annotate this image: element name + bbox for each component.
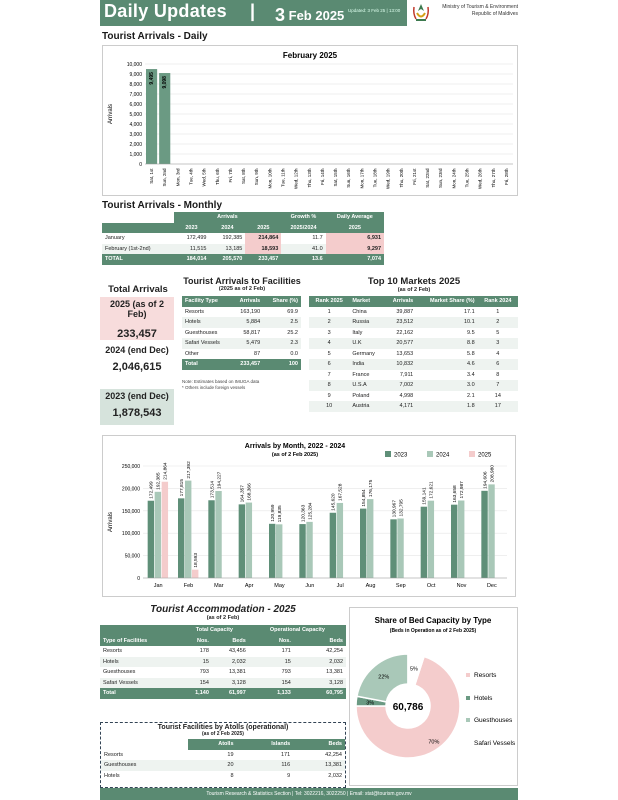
y-tick-label: 250,000: [121, 464, 140, 470]
bar-value-label: 172,987: [460, 481, 465, 499]
total-2024-value: 2,046,615: [112, 361, 162, 373]
y-axis-label: Arrivals: [108, 103, 114, 125]
bar: [337, 503, 343, 578]
header-date: 3 Feb 2025: [275, 5, 345, 25]
x-tick-label: Wed, 5th: [201, 168, 207, 187]
chart-title: Arrivals by Month, 2022 - 2024: [244, 443, 346, 450]
bar-value-label: 119,835: [278, 505, 283, 523]
x-tick-label: Oct: [426, 583, 436, 589]
title-separator: |: [250, 1, 256, 21]
total-2023-value: 1,878,543: [112, 407, 162, 419]
bar: [162, 482, 168, 578]
y-axis-label: Arrivals: [108, 511, 114, 533]
table-row: Guesthouses 58,817 25.2: [185, 329, 298, 336]
bar-value-label: 145,620: [331, 493, 337, 511]
bar: [299, 524, 305, 578]
bar: [178, 498, 184, 578]
x-tick-label: Fri, 7th: [227, 168, 233, 183]
bar-value-label: 18,593: [194, 552, 199, 568]
legend-label: Hotels: [474, 695, 493, 702]
daily-chart-panel: [102, 45, 518, 196]
y-tick-label: 7,000: [129, 92, 142, 98]
x-tick-label: Fri, 14th: [319, 168, 325, 186]
y-tick-label: 0: [137, 576, 140, 582]
x-tick-label: Mon, 17th: [359, 168, 365, 189]
daily-section-title: Tourist Arrivals - Daily: [102, 31, 208, 42]
monthly-col-avg: 2025: [326, 223, 384, 234]
table-row-total: TOTAL 184,014 205,570 233,457 13.6 7,074: [102, 254, 384, 265]
monthly-col-2025: 2025: [245, 223, 281, 234]
facilities-header: [180, 276, 304, 292]
bar: [390, 519, 396, 578]
updated-timestamp: Updated: 3 Feb 25 | 13:00: [348, 8, 401, 13]
table-row: 3 Italy 22,162 9.5 5: [327, 329, 500, 336]
accommodation-header: [100, 604, 346, 621]
x-tick-label: Sat, 15th: [333, 168, 339, 187]
legend-swatch: [466, 696, 470, 700]
table-row: February (1st-2nd) 11,515 13,185 18,593 41.0 9,297: [102, 244, 384, 255]
ministry-name: Ministry of Tourism & Environment Republic of Maldives: [442, 4, 518, 17]
monthly-head-daily-avg: Daily Average: [326, 212, 384, 223]
table-row: 2 Russia 23,512 10.1 2: [309, 317, 518, 328]
table-row: Resorts 19 171 42,254: [104, 751, 342, 758]
x-tick-label: Tue, 4th: [188, 168, 194, 185]
facilities-notes: Note: Estimates based on IMUGA data * Others include foreign vessels: [182, 379, 260, 390]
x-tick-label: Thu, 13th: [306, 168, 312, 188]
bar-value-label: 194,606: [483, 471, 489, 489]
bar: [458, 501, 464, 578]
bar: [269, 524, 275, 578]
table-row: Resorts 178 43,456 171 42,254: [103, 648, 343, 655]
x-tick-label: Thu, 6th: [214, 168, 220, 186]
legend-label: Resorts: [474, 672, 497, 679]
x-tick-label: Sat, 22nd: [425, 168, 431, 188]
bar: [155, 492, 161, 578]
bed-share-chart: [350, 608, 517, 785]
x-tick-label: Jun: [305, 583, 315, 589]
maldives-emblem-icon: [410, 2, 432, 24]
table-row: Resorts 163,190 69.9: [185, 308, 298, 315]
x-tick-label: Jul: [336, 583, 344, 589]
facilities-table: Facility Type Arrivals Share (%) Resorts 163,190 69.9 Hotels 5,884 2.5 Guesthouses 58,817 25.2 Safari Vessels 5,479 2.3 Other 87 0.0 Total 233,457 100: [182, 296, 301, 370]
atolls-panel: [100, 722, 346, 788]
y-tick-label: 5,000: [129, 112, 142, 118]
x-tick-label: Sun, 2nd: [162, 168, 168, 187]
table-row: 5 Germany 13,653 5.8 4: [327, 350, 500, 357]
slice-value-label: 3%: [366, 700, 375, 707]
total-2025-card: [100, 297, 174, 340]
y-tick-label: 8,000: [129, 82, 142, 88]
donut-center-value: 60,786: [392, 702, 424, 713]
chart-title: February 2025: [282, 51, 338, 60]
monthly-chart-panel: [102, 435, 516, 597]
table-row: 9 Poland 4,998 2.1 14: [327, 392, 501, 399]
bar: [451, 505, 457, 578]
monthly-col-growth: 2025/2024: [281, 223, 325, 234]
bar: [397, 519, 403, 578]
x-tick-label: Feb: [183, 583, 194, 589]
legend-label: Guesthouses: [474, 717, 513, 724]
bar-value-label: 173,514: [210, 480, 216, 499]
x-tick-label: Mon, 24th: [451, 168, 457, 189]
x-tick-label: Sun, 9th: [254, 168, 260, 186]
monthly-col-2023: 2023: [174, 223, 210, 234]
slice-value-label: 70%: [428, 739, 440, 746]
bar: [208, 500, 214, 578]
bar-value-label: 154,854: [362, 489, 367, 507]
y-tick-label: 3,000: [129, 132, 142, 138]
x-tick-label: Sat, 8th: [241, 168, 247, 185]
table-row: 8 U.S.A 7,002 3.0 7: [309, 380, 518, 391]
table-row: Hotels 5,884 2.5: [182, 317, 301, 328]
bed-share-panel: [349, 607, 518, 786]
slice-value-label: 5%: [409, 666, 418, 673]
y-tick-label: 1,000: [129, 152, 142, 158]
total-2023-card: [100, 389, 174, 425]
x-tick-label: May: [274, 583, 285, 589]
x-tick-label: Mon, 10th: [267, 168, 273, 189]
chart-title: Share of Bed Capacity by Type: [374, 616, 492, 625]
bar: [360, 509, 366, 578]
accommodation-title: Tourist Accommodation - 2025: [150, 604, 296, 615]
monthly-head-growth: Growth %: [281, 212, 325, 223]
bar-value-label: 120,959: [271, 504, 276, 522]
x-tick-label: Wed, 19th: [385, 168, 391, 189]
table-row-total: Total 233,457 100: [182, 359, 301, 370]
legend-label: Safari Vessels: [474, 740, 516, 747]
atolls-subtitle: (as of 2 Feb 2025): [202, 731, 244, 737]
legend-label: 2024: [436, 452, 450, 459]
table-row-total: Total 1,140 61,997 1,133 60,795: [100, 688, 346, 699]
x-tick-label: Sat, 1st: [149, 168, 155, 184]
bar-value-label: 120,363: [301, 504, 307, 523]
total-arrivals-title: Total Arrivals: [108, 284, 168, 295]
bar: [192, 570, 198, 578]
monthly-col-2024: 2024: [209, 223, 245, 234]
x-tick-label: Fri, 21st: [411, 168, 417, 185]
bar-value-label: 9,495: [149, 72, 156, 85]
bar-value-label: 176,175: [369, 479, 374, 498]
bar-value-label: 172,621: [429, 481, 435, 499]
atolls-table: Atolls Islands Beds Resorts 19 171 42,254 Guesthouses 20 116 13,381 Hotels 8 9 2,032: [101, 739, 345, 781]
bar-value-label: 164,357: [240, 485, 246, 503]
bar: [481, 491, 487, 578]
bar-value-label: 217,392: [187, 461, 192, 479]
bar: [185, 481, 191, 578]
table-row: 6 India 10,832 4.6 6: [309, 359, 518, 370]
total-2025-value: 233,457: [117, 328, 157, 340]
x-tick-label: Thu, 20th: [398, 168, 404, 188]
x-tick-label: Sep: [395, 583, 406, 589]
y-tick-label: 0: [139, 162, 142, 168]
monthly-table: [102, 212, 384, 265]
monthly-section-title: Tourist Arrivals - Monthly: [102, 200, 223, 211]
legend-swatch: [469, 451, 475, 457]
bar-value-label: 125,284: [308, 502, 314, 520]
markets-header: [310, 276, 518, 293]
y-tick-label: 9,000: [129, 72, 142, 78]
header-banner: [100, 0, 407, 26]
bar: [428, 501, 434, 578]
x-tick-label: Mar: [214, 583, 224, 589]
x-tick-label: Tue, 11th: [280, 168, 286, 188]
bar: [330, 513, 336, 578]
total-2025-label: 2025 (as of 2 Feb): [109, 299, 165, 319]
bar-value-label: 172,499: [149, 481, 155, 499]
markets-title: Top 10 Markets 2025: [367, 276, 461, 287]
table-row: Guesthouses 793 13,381 793 13,381: [103, 669, 343, 676]
bar-value-label: 132,795: [399, 499, 405, 517]
table-row: Guesthouses 20 116 13,381: [101, 760, 345, 771]
x-tick-label: Tue, 25th: [464, 168, 470, 188]
bar-value-label: 168,366: [247, 483, 253, 501]
y-tick-label: 10,000: [126, 62, 142, 68]
page-title: Daily Updates: [104, 1, 227, 21]
facilities-subtitle: (2025 as of 2 Feb): [218, 286, 266, 292]
chart-subtitle: (Beds in Operation as of 2 Feb 2025): [389, 628, 477, 634]
table-row: Hotels 15 2,032 15 2,032: [100, 657, 346, 668]
bar: [276, 524, 282, 578]
table-row: 4 U.K 20,577 8.8 3: [309, 338, 518, 349]
x-tick-label: Thu, 27th: [490, 168, 496, 188]
bar: [239, 504, 245, 578]
y-tick-label: 100,000: [121, 531, 140, 538]
total-2023-label: 2023 (end Dec): [105, 391, 169, 401]
y-tick-label: 50,000: [124, 553, 140, 560]
bar-value-label: 167,528: [338, 483, 344, 501]
bar-value-label: 9,098: [162, 76, 169, 89]
legend-label: 2025: [478, 452, 492, 459]
accommodation-table: Total Capacity Operational Capacity Type of Facilities Nos. Beds Nos. Beds Resorts 178 43,456 171 42,254 Hotels 15 2,032 15 2,032 Guesthouses 793 13,381 793 13,381 Safari Vessels 154 3,128 154 3,128 Total 1,140 61,997 1,133 60,795: [100, 625, 346, 699]
y-tick-label: 6,000: [129, 102, 142, 108]
chart-subtitle: (as of 2 Feb 2025): [271, 452, 319, 458]
table-row: Other 87 0.0: [185, 350, 298, 357]
accommodation-subtitle: (as of 2 Feb): [206, 615, 240, 621]
total-2024-card: [100, 345, 174, 379]
bar: [306, 522, 312, 578]
bar: [367, 499, 373, 578]
atolls-title: Tourist Facilities by Atolls (operational): [157, 724, 289, 731]
legend-label: 2023: [394, 452, 408, 459]
y-tick-label: 4,000: [129, 122, 142, 128]
bar-value-label: 163,658: [453, 485, 458, 503]
legend-swatch: [427, 451, 433, 457]
x-tick-label: Wed, 26th: [477, 168, 483, 189]
table-row: Safari Vessels 154 3,128 154 3,128: [100, 678, 346, 689]
x-tick-label: Nov: [456, 583, 467, 589]
bar: [246, 503, 252, 578]
footer-bar: Tourism Research & Statistics Section | Tel: 3022216, 3022250 | Email: stat@tourism.gov.mv: [100, 788, 518, 800]
bar: [488, 484, 494, 578]
table-row: 1 China 39,887 17.1 1: [327, 308, 500, 315]
y-tick-label: 150,000: [121, 508, 140, 515]
monthly-head-arrivals: Arrivals: [174, 212, 282, 223]
x-tick-label: Sun, 23rd: [438, 168, 444, 189]
table-row: 10 Austria 4,171 1.8 17: [309, 401, 518, 412]
bar: [421, 507, 427, 578]
bar-value-label: 130,967: [392, 499, 398, 518]
x-tick-label: Wed, 12th: [293, 168, 299, 189]
bar: [148, 501, 154, 578]
x-tick-label: Tue, 18th: [372, 168, 378, 188]
bar: [215, 491, 221, 578]
table-row: Hotels 8 9 2,032: [104, 772, 342, 779]
monthly-arrivals-chart: [103, 436, 515, 596]
x-tick-label: Apr: [244, 583, 254, 589]
legend-swatch: [466, 673, 470, 677]
x-tick-label: Dec: [486, 583, 497, 589]
x-tick-label: Fri, 28th: [503, 168, 509, 186]
x-tick-label: Mon, 3rd: [175, 168, 181, 187]
y-tick-label: 2,000: [129, 142, 142, 148]
daily-arrivals-chart: [103, 46, 517, 195]
bar-value-label: 194,227: [217, 471, 223, 489]
y-tick-label: 200,000: [121, 486, 140, 493]
bar-value-label: 159,141: [422, 487, 428, 505]
table-row: January 172,499 192,385 214,864 11.7 6,931: [102, 233, 384, 244]
table-row: 7 France 7,911 3.4 8: [327, 371, 500, 378]
x-tick-label: Aug: [365, 583, 376, 589]
facilities-title: Tourist Arrivals to Facilities: [183, 276, 301, 286]
markets-subtitle: (as of 2 Feb): [397, 287, 431, 293]
bar-value-label: 208,980: [490, 465, 496, 483]
slice-value-label: 22%: [378, 674, 390, 681]
x-tick-label: Jan: [153, 583, 163, 589]
table-row: Safari Vessels 5,479 2.3: [182, 338, 301, 349]
markets-table: Rank 2025 Market Arrivals Market Share (%) Rank 2024 1 China 39,887 17.1 1 2 Russia 23,512 10.1 2 3 Italy 22,162 9.5 5 4 U.K 20,577 8.8 3 5 Germany 13,653 5.8 4 6 India 10,832 4.6 6 7 France 7,911 3.4 8 8 U.S.A 7,002 3.0 7 9 Poland 4,998 2.1 14 10 Austria 4,171 1.8 17: [309, 296, 518, 412]
bar-value-label: 177,815: [180, 478, 185, 497]
bar-value-label: 192,385: [156, 472, 162, 490]
total-2024-label: 2024 (end Dec): [105, 345, 169, 355]
x-tick-label: Sun, 16th: [346, 168, 352, 188]
legend-swatch: [385, 451, 391, 457]
legend-swatch: [466, 718, 470, 722]
bar-value-label: 214,864: [163, 462, 169, 480]
